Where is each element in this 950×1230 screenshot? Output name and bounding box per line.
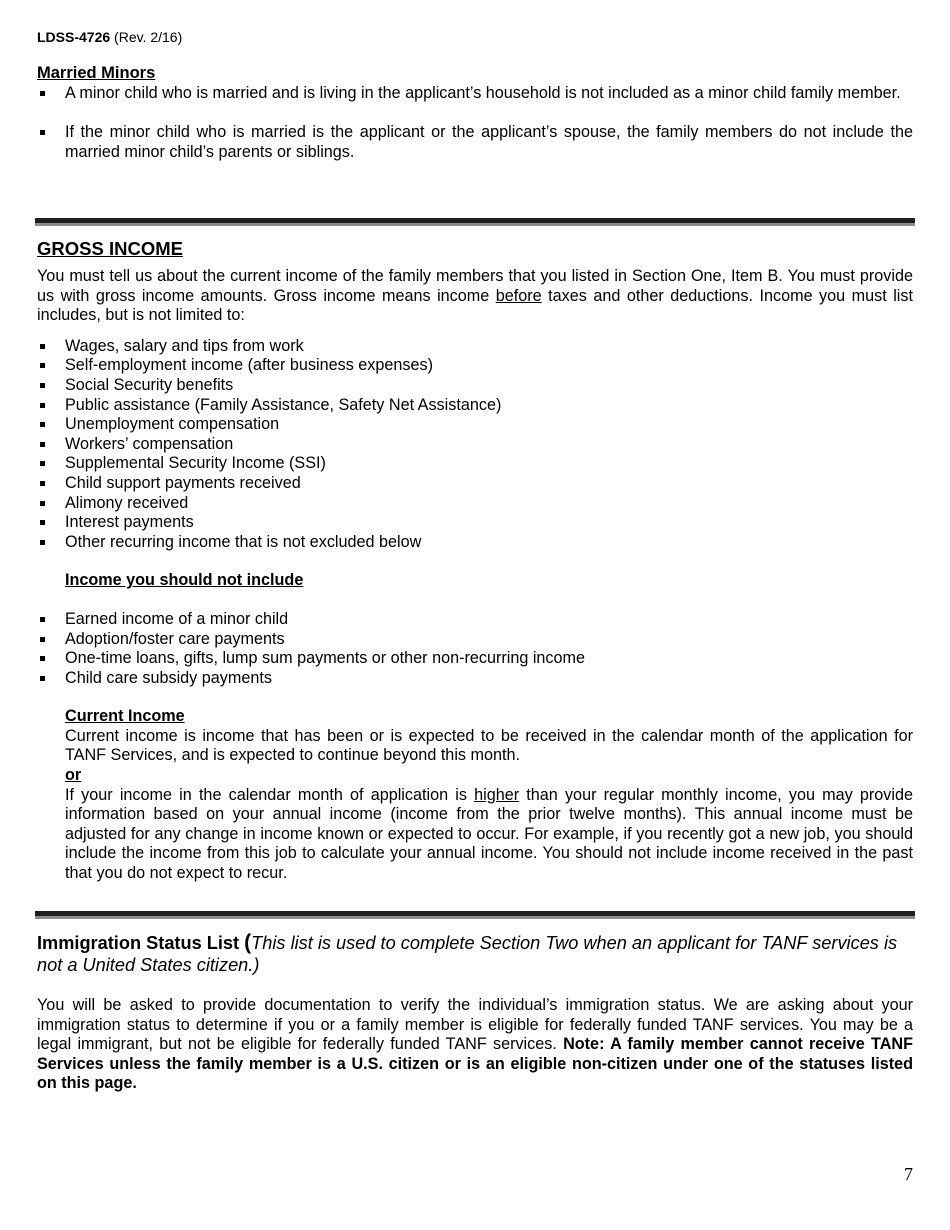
current-income-block [65,707,913,883]
form-number: LDSS-4726 [37,29,111,45]
immigration-title: Immigration Status List (This list is used to complete Section Two when an applicant for TANF services is not a United States citizen.) [37,931,898,975]
list-item: Unemployment compensation [37,415,913,435]
list-item: Other recurring income that is not excluded below [37,533,913,553]
list-item: Self-employment income (after business expenses) [37,356,913,376]
immigration-section [37,932,913,1094]
annual-income-text: If your income in the calendar month of application is higher than your regular monthly income, you may provide information based on your annual income (income from the prior twelve months). This annual income must be adjusted for any change in income known or expected to occur. For example, if you recently got a new job, you should include the income from this job to calculate your annual income. You should not include income received in the past that you do not expect to recur. [65,785,913,883]
income-exclude-list [37,610,913,688]
list-item: Public assistance (Family Assistance, Safety Net Assistance) [37,396,913,416]
section-divider [35,911,915,919]
list-item: Workers’ compensation [37,435,913,455]
list-item: Alimony received [37,494,913,514]
page-number: 7 [904,1164,913,1184]
list-item: A minor child who is married and is living in the applicant’s household is not included as a minor child family member. [37,84,913,104]
form-revision: (Rev. 2/16) [114,29,183,45]
current-income-text: Current income is income that has been or is expected to be received in the calendar month of the application for TANF Services, and is expected to continue beyond this month. [65,726,913,765]
form-identifier [37,28,913,46]
list-item: Earned income of a minor child [37,610,913,630]
gross-income-section [37,238,913,884]
immigration-body: You will be asked to provide documentation to verify the individual’s immigration status. We are asking about your immigration status to determine if you or a family member is eligible for federally funded TANF services. You may be a legal immigrant, but not be eligible for federally funded TANF services. Note: A family member cannot receive TANF Services unless the family member is a U.S. citizen or is an eligible non-citizen under one of the statuses listed on this page. [37,996,914,1093]
list-item: Child support payments received [37,474,913,494]
list-item: Child care subsidy payments [37,669,913,689]
married-minors-list [37,84,913,163]
list-item: Interest payments [37,513,913,533]
income-include-list [37,337,913,553]
list-item: Social Security benefits [37,376,913,396]
list-item: One-time loans, gifts, lump sum payments or other non-recurring income [37,649,913,669]
current-income-title: Current Income [65,707,185,726]
document-page [37,28,913,162]
gross-income-title: GROSS INCOME [37,238,183,259]
or-label: or [65,766,82,785]
list-item: If the minor child who is married is the applicant or the applicant’s spouse, the family members do not include the married minor child’s parents or siblings. [37,123,913,162]
married-minors-title: Married Minors [37,64,156,82]
income-exclude-title: Income you should not include [65,571,304,590]
section-divider [35,218,915,226]
list-item: Wages, salary and tips from work [37,337,913,357]
list-item: Supplemental Security Income (SSI) [37,454,913,474]
gross-income-intro: You must tell us about the current income of the family members that you listed in Section One, Item B. You must provide us with gross income amounts. Gross income means income before taxes and other deductions. Income you must list includes, but is not limited to: [37,267,913,325]
list-item: Adoption/foster care payments [37,630,913,650]
